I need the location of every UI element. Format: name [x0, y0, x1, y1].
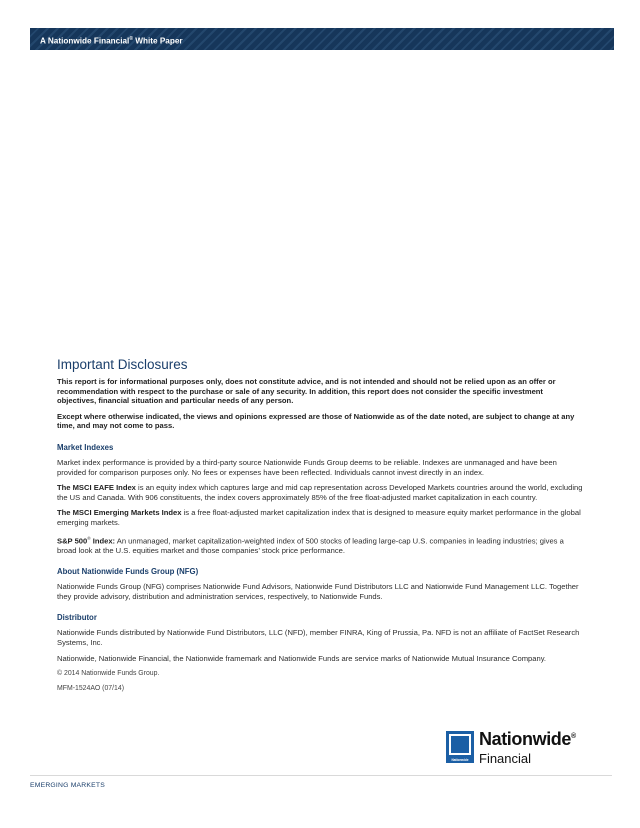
framemark-icon — [446, 731, 474, 763]
framemark-text: Nationwide — [451, 758, 469, 762]
intro-paragraph-2: Except where otherwise indicated, the views and opinions expressed are those of Nationwide as of the date noted, are subject to change at any time, and may not come to pass. — [57, 411, 575, 431]
em-text: is a free float-adjusted market capitalization index that is designed to measure equity market performance in the global emerging markets. — [57, 508, 581, 527]
banner-suffix: White Paper — [133, 36, 183, 46]
eafe-text: is an equity index which captures large and mid cap representation across Developed Markets countries around the world, excluding the US and Canada. With 906 constituents, the index covers approximately 85% of the free float-adjusted market capitalization in each country. — [57, 483, 583, 502]
nfg-text: Nationwide Funds Group (NFG) comprises Nationwide Fund Advisors, Nationwide Fund Distributors LLC and Nationwide Fund Management LLC. Together they provide advisory, distribution and administration services, respectively, to Nationwide Funds. — [57, 582, 579, 601]
logo-subtitle: Financial — [479, 751, 532, 766]
intro-paragraph-1: This report is for informational purposes only, does not constitute advice, and is not intended and should not be relied upon as an offer or recommendation with respect to the purchase or sale of any security. In addition, this report does not consider the specific investment objectives, financial situation and particular needs of any person. — [57, 377, 556, 406]
market-indexes-heading: Market Indexes — [57, 442, 114, 452]
sp-colon: Index: — [90, 536, 116, 546]
document-code: MFM-1524AO (07/14) — [57, 685, 125, 693]
market-indexes-intro: Market index performance is provided by a third-party source Nationwide Funds Group deems to be reliable. Indexes are unmanaged and have been provided for comparison purposes only. No fees or expenses have been reflected. Individuals cannot invest directly in an index. — [57, 457, 557, 477]
sp-text: An unmanaged, market capitalization-weighted index of 500 stocks of leading large-cap U.S. companies in leading industries; gives a broad look at the U.S. equities market and those companies’ stock price performance. — [57, 536, 564, 555]
header-banner — [30, 28, 614, 50]
sp-name: S&P 500 — [57, 536, 88, 546]
copyright: © 2014 Nationwide Funds Group. — [57, 670, 160, 678]
footer-label: EMERGING MARKETS — [30, 782, 105, 789]
em-name: The MSCI Emerging Markets Index — [57, 508, 182, 518]
distributor-text-1: Nationwide Funds distributed by Nationwide Fund Distributors, LLC (NFD), member FINRA, King of Prussia, Pa. NFD is not an affiliate of FactSet Research Systems, Inc. — [57, 628, 580, 648]
footer-divider — [30, 775, 612, 776]
sp-mark: ® — [87, 535, 91, 541]
section-title: Important Disclosures — [57, 357, 188, 372]
nfg-heading: About Nationwide Funds Group (NFG) — [57, 567, 199, 577]
distributor-text-2: Nationwide, Nationwide Financial, the Nationwide framemark and Nationwide Funds are service marks of Nationwide Mutual Insurance Company. — [57, 653, 547, 663]
sp-paragraph — [57, 534, 583, 556]
distributor-heading: Distributor — [57, 613, 97, 623]
eafe-paragraph — [57, 483, 583, 502]
disclosures-section — [57, 357, 583, 699]
banner-prefix: A Nationwide Financial — [40, 36, 130, 46]
banner-reg: ® — [129, 36, 134, 42]
eafe-name: The MSCI EAFE Index — [57, 483, 136, 493]
logo-name: Nationwide® — [479, 729, 576, 749]
em-paragraph — [57, 508, 583, 527]
nationwide-logo — [446, 731, 596, 767]
